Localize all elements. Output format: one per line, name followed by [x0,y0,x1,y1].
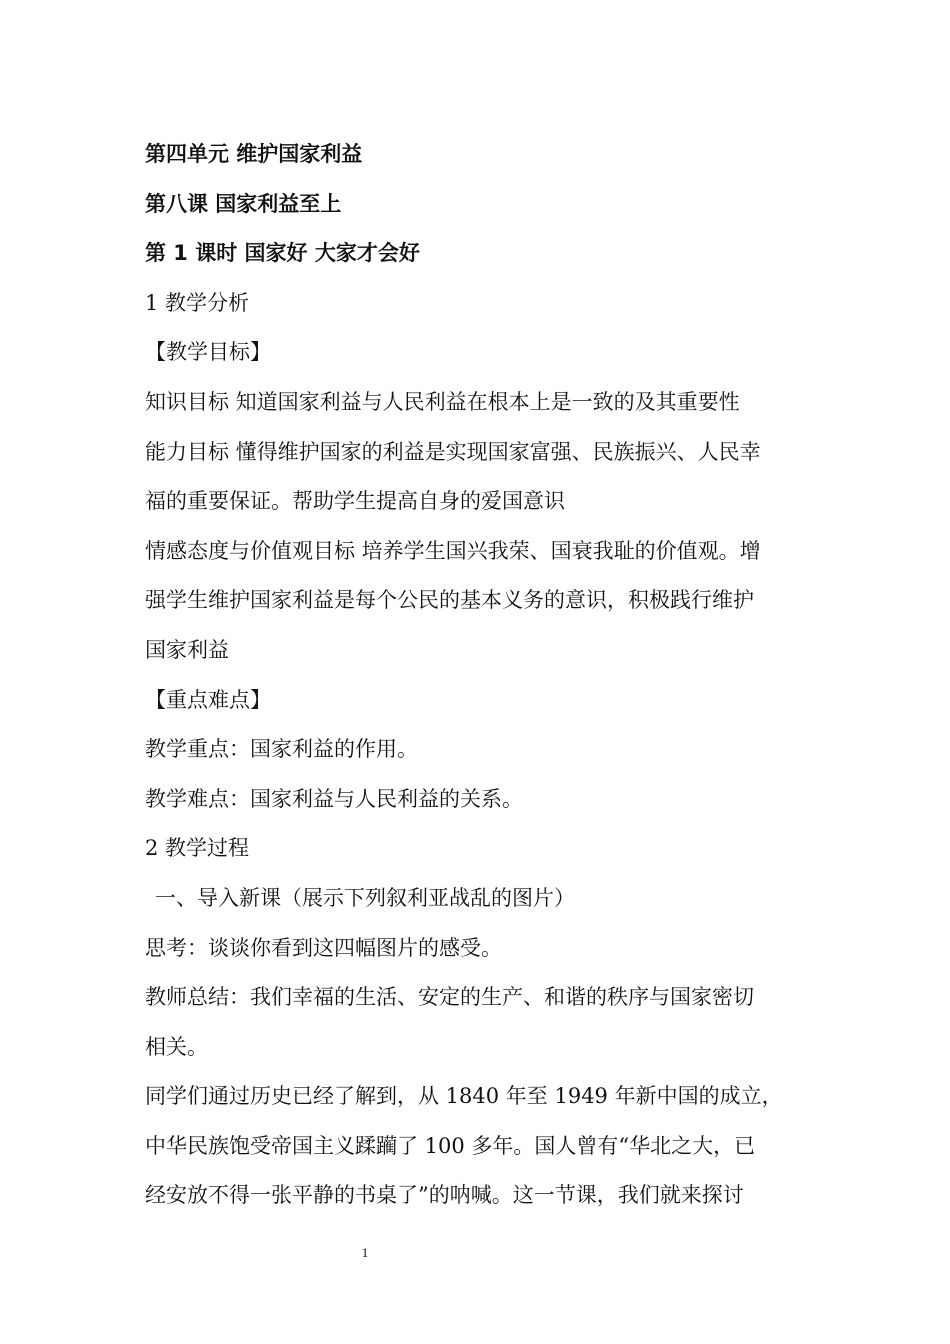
key-point: 教学重点：国家利益的作用。 [145,737,418,762]
process-line: 经安放不得一张平静的书桌了”的呐喊。这一节课，我们就来探讨 [145,1183,744,1208]
period-title: 第 1 课时 国家好 大家才会好 [145,241,420,266]
process-line: 一、导入新课（展示下列叙利亚战乱的图片） [155,885,575,910]
objective-line: 国家利益 [145,637,229,662]
objective-line: 强学生维护国家利益是每个公民的基本义务的意识，积极践行维护 [145,588,754,613]
objective-line: 情感态度与价值观目标 培养学生国兴我荣、国衰我耻的价值观。增 [145,538,761,563]
process-line: 同学们通过历史已经了解到，从 1840 年至 1949 年新中国的成立， [145,1084,783,1109]
process-line: 教师总结：我们幸福的生活、安定的生产、和谐的秩序与国家密切 [145,985,754,1010]
process-line: 相关。 [145,1034,208,1059]
section-heading-process: 2 教学过程 [145,836,250,861]
objectives-heading: 【教学目标】 [145,340,271,365]
section-heading-analysis: 1 教学分析 [145,290,250,315]
lesson-title: 第八课 国家利益至上 [145,191,342,216]
objective-line: 知识目标 知道国家利益与人民利益在根本上是一致的及其重要性 [145,389,740,414]
key-points-heading: 【重点难点】 [145,687,271,712]
process-line: 思考：谈谈你看到这四幅图片的感受。 [145,935,502,960]
process-line: 中华民族饱受帝国主义蹂躏了 100 多年。国人曾有“华北之大，已 [145,1133,756,1158]
difficult-point: 教学难点：国家利益与人民利益的关系。 [145,786,523,811]
unit-title: 第四单元 维护国家利益 [145,142,363,166]
page-number: 1 [361,1245,369,1260]
objective-line: 能力目标 懂得维护国家的利益是实现国家富强、民族振兴、人民幸 [145,439,761,464]
objective-line: 福的重要保证。帮助学生提高自身的爱国意识 [145,489,565,514]
document-body [145,130,815,1221]
